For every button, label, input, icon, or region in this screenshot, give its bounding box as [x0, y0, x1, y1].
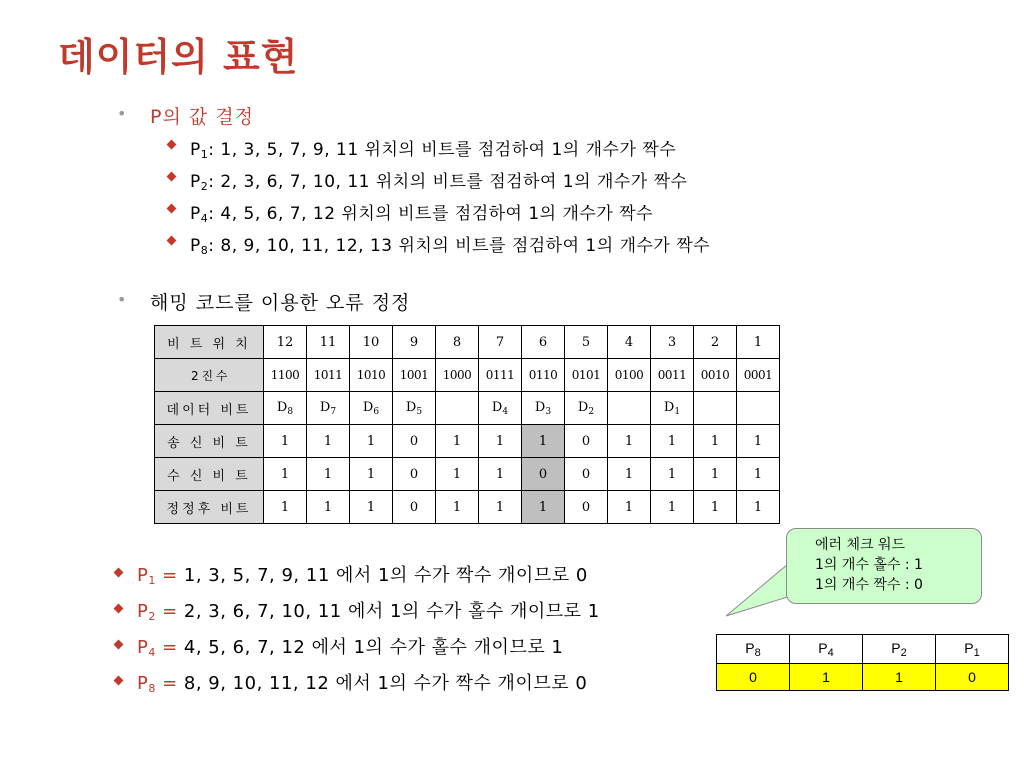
- parity-result-table: [716, 634, 1009, 691]
- data-bit-subscript: 7: [330, 406, 337, 417]
- hamming-cell: 1: [436, 425, 479, 458]
- hamming-cell: 1: [651, 491, 694, 524]
- parity-subscript: 1: [200, 148, 209, 161]
- hamming-cell: [350, 392, 393, 425]
- hamming-cell: 0111: [479, 359, 522, 392]
- hamming-cell: 1011: [307, 359, 350, 392]
- parity-rule-list: [168, 135, 710, 263]
- hamming-cell: 1: [479, 425, 522, 458]
- hamming-cell: 1: [264, 425, 307, 458]
- parity-header-cell: $P_8$: [717, 635, 790, 664]
- hamming-cell: 12: [264, 326, 307, 359]
- equals-sign: =: [155, 637, 184, 658]
- hamming-cell: 1: [436, 491, 479, 524]
- hamming-cell: 0010: [694, 359, 737, 392]
- hamming-cell: 1: [350, 458, 393, 491]
- hamming-cell: 1: [350, 425, 393, 458]
- parity-result-item: [115, 561, 600, 597]
- hamming-cell: [737, 392, 780, 425]
- hamming-cell: 0: [393, 458, 436, 491]
- parity-label: P: [190, 172, 201, 192]
- equals-sign: =: [155, 565, 184, 586]
- data-bit-label: D: [405, 399, 417, 415]
- parity-result-text: 1, 3, 5, 7, 9, 11 에서 1의 수가 짝수 개이므로 0: [183, 565, 588, 586]
- hamming-cell: [694, 392, 737, 425]
- hamming-cell: 3: [651, 326, 694, 359]
- data-bit-label: D: [319, 399, 331, 415]
- data-bit-subscript: 1: [674, 406, 681, 417]
- hamming-cell: 1: [264, 458, 307, 491]
- hamming-cell: 1100: [264, 359, 307, 392]
- parity-rule-text: : 4, 5, 6, 7, 12 위치의 비트를 점검하여 1의 개수가 짝수: [208, 204, 654, 224]
- hamming-row: [155, 491, 780, 524]
- data-bit-label: D: [362, 399, 374, 415]
- hamming-cell: 1: [608, 458, 651, 491]
- hamming-cell: 0: [393, 425, 436, 458]
- hamming-cell: 1: [737, 491, 780, 524]
- parity-value-row: [717, 664, 1009, 691]
- parity-value-cell: 1: [863, 664, 936, 691]
- hamming-cell: 1010: [350, 359, 393, 392]
- diamond-bullet-icon: [167, 204, 177, 214]
- hamming-cell: [565, 392, 608, 425]
- parity-result-item: [115, 669, 600, 705]
- diamond-bullet-icon: [114, 676, 124, 686]
- hamming-cell: 0: [393, 491, 436, 524]
- hamming-cell: 1: [694, 491, 737, 524]
- section2-heading-text: 해밍 코드를 이용한 오류 정정: [150, 292, 411, 314]
- hamming-cell: [608, 392, 651, 425]
- parity-result-list: [115, 561, 600, 705]
- hamming-code-table: [154, 325, 780, 524]
- parity-header-row: [717, 635, 1009, 664]
- hamming-cell: 8: [436, 326, 479, 359]
- hamming-row-header: 수 신 비 트: [155, 458, 264, 491]
- hamming-cell: 1: [737, 425, 780, 458]
- parity-label: P: [190, 236, 201, 256]
- parity-header-cell: $P_4$: [790, 635, 863, 664]
- parity-subscript: 4: [200, 212, 209, 225]
- parity-rule-text: : 2, 3, 6, 7, 10, 11 위치의 비트를 점검하여 1의 개수가 짝수: [208, 172, 688, 192]
- hamming-row-header: 2 진 수: [155, 359, 264, 392]
- parity-result-item: [115, 633, 600, 669]
- hamming-cell: 1: [350, 491, 393, 524]
- hamming-cell: 1000: [436, 359, 479, 392]
- hamming-cell: 0100: [608, 359, 651, 392]
- hamming-cell: 0001: [737, 359, 780, 392]
- hamming-cell: 2: [694, 326, 737, 359]
- hamming-cell: 7: [479, 326, 522, 359]
- hamming-cell: [479, 392, 522, 425]
- hamming-cell: 0: [522, 458, 565, 491]
- diamond-bullet-icon: [167, 236, 177, 246]
- hamming-cell: 1: [608, 491, 651, 524]
- data-bit-subscript: 2: [588, 406, 595, 417]
- parity-subscript: 4: [148, 646, 156, 659]
- parity-rule-item: [168, 167, 710, 199]
- hamming-cell: 1: [307, 491, 350, 524]
- hamming-cell: 0101: [565, 359, 608, 392]
- hamming-row: [155, 425, 780, 458]
- hamming-row-header: 비 트 위 치: [155, 326, 264, 359]
- hamming-cell: 10: [350, 326, 393, 359]
- equals-sign: =: [155, 673, 184, 694]
- hamming-cell: 4: [608, 326, 651, 359]
- hamming-cell: [393, 392, 436, 425]
- parity-result-item: [115, 597, 600, 633]
- diamond-bullet-icon: [167, 140, 177, 150]
- parity-rule-item: [168, 199, 710, 231]
- hamming-cell: [264, 392, 307, 425]
- hamming-cell: [436, 392, 479, 425]
- hamming-cell: 0: [565, 425, 608, 458]
- parity-subscript: 1: [148, 574, 156, 587]
- data-bit-label: D: [534, 399, 546, 415]
- hamming-row: [155, 392, 780, 425]
- diamond-bullet-icon: [114, 604, 124, 614]
- hamming-row-header: 데이터 비트: [155, 392, 264, 425]
- hamming-row: [155, 359, 780, 392]
- hamming-cell: 1: [608, 425, 651, 458]
- parity-label: P: [137, 637, 149, 658]
- parity-rule-item: [168, 231, 710, 263]
- hamming-row: [155, 326, 780, 359]
- hamming-cell: 0: [565, 491, 608, 524]
- hamming-cell: 1001: [393, 359, 436, 392]
- hamming-cell: [651, 392, 694, 425]
- hamming-cell: 1: [737, 326, 780, 359]
- data-bit-label: D: [491, 399, 503, 415]
- section2-heading: [117, 288, 411, 315]
- parity-value-cell: 0: [936, 664, 1009, 691]
- hamming-cell: 1: [307, 458, 350, 491]
- data-bit-label: D: [276, 399, 288, 415]
- hamming-cell: 1: [737, 458, 780, 491]
- hamming-cell: [307, 392, 350, 425]
- callout-title: 에러 체크 워드: [815, 537, 906, 553]
- hamming-cell: 6: [522, 326, 565, 359]
- hamming-cell: 5: [565, 326, 608, 359]
- hamming-cell: 1: [651, 458, 694, 491]
- section1-heading: [117, 102, 254, 129]
- hamming-cell: 11: [307, 326, 350, 359]
- parity-label: P: [190, 204, 201, 224]
- parity-label: P: [137, 601, 149, 622]
- parity-result-text: 8, 9, 10, 11, 12 에서 1의 수가 짝수 개이므로 0: [183, 673, 588, 694]
- diamond-bullet-icon: [114, 640, 124, 650]
- equals-sign: =: [155, 601, 184, 622]
- hamming-cell: 1: [479, 491, 522, 524]
- parity-subscript: 8: [200, 244, 209, 257]
- data-bit-subscript: 4: [502, 406, 509, 417]
- hamming-cell: 1: [307, 425, 350, 458]
- hamming-cell: 1: [694, 458, 737, 491]
- data-bit-subscript: 6: [373, 406, 380, 417]
- parity-subscript: 2: [148, 610, 156, 623]
- page-title: 데이터의 표현: [58, 34, 299, 79]
- bullet-dot-icon: •: [117, 104, 128, 123]
- parity-rule-text: : 8, 9, 10, 11, 12, 13 위치의 비트를 점검하여 1의 개수가 짝수: [208, 236, 711, 256]
- parity-rule-text: : 1, 3, 5, 7, 9, 11 위치의 비트를 점검하여 1의 개수가 짝수: [208, 140, 677, 160]
- hamming-cell: 1: [264, 491, 307, 524]
- parity-header-cell: $P_2$: [863, 635, 936, 664]
- data-bit-subscript: 5: [416, 406, 423, 417]
- parity-label: P: [137, 673, 149, 694]
- data-bit-label: D: [663, 399, 675, 415]
- hamming-cell: 0011: [651, 359, 694, 392]
- parity-subscript: 8: [148, 682, 156, 695]
- hamming-cell: 1: [522, 425, 565, 458]
- parity-result-text: 2, 3, 6, 7, 10, 11 에서 1의 수가 홀수 개이므로 1: [183, 601, 600, 622]
- parity-label: P: [137, 565, 149, 586]
- hamming-cell: 1: [522, 491, 565, 524]
- parity-rule-item: [168, 135, 710, 167]
- data-bit-subscript: 3: [545, 406, 552, 417]
- hamming-cell: 1: [694, 425, 737, 458]
- hamming-row: [155, 458, 780, 491]
- data-bit-label: D: [577, 399, 589, 415]
- parity-label: P: [190, 140, 201, 160]
- hamming-cell: 0110: [522, 359, 565, 392]
- parity-subscript: 2: [200, 180, 209, 193]
- hamming-row-header: 송 신 비 트: [155, 425, 264, 458]
- parity-value-cell: 0: [717, 664, 790, 691]
- data-bit-subscript: 8: [287, 406, 294, 417]
- hamming-cell: [522, 392, 565, 425]
- callout-even-rule: 1의 개수 짝수 : 0: [815, 577, 923, 593]
- parity-header-cell: $P_1$: [936, 635, 1009, 664]
- hamming-cell: 1: [479, 458, 522, 491]
- error-check-callout: [786, 528, 982, 604]
- diamond-bullet-icon: [167, 172, 177, 182]
- parity-result-text: 4, 5, 6, 7, 12 에서 1의 수가 홀수 개이므로 1: [183, 637, 564, 658]
- section1-heading-text: P의 값 결정: [150, 106, 254, 128]
- bullet-dot-icon: •: [117, 290, 128, 309]
- hamming-cell: 1: [651, 425, 694, 458]
- callout-odd-rule: 1의 개수 홀수 : 1: [815, 557, 923, 573]
- hamming-row-header: 정정후 비트: [155, 491, 264, 524]
- parity-value-cell: 1: [790, 664, 863, 691]
- hamming-cell: 1: [436, 458, 479, 491]
- hamming-cell: 0: [565, 458, 608, 491]
- hamming-cell: 9: [393, 326, 436, 359]
- diamond-bullet-icon: [114, 568, 124, 578]
